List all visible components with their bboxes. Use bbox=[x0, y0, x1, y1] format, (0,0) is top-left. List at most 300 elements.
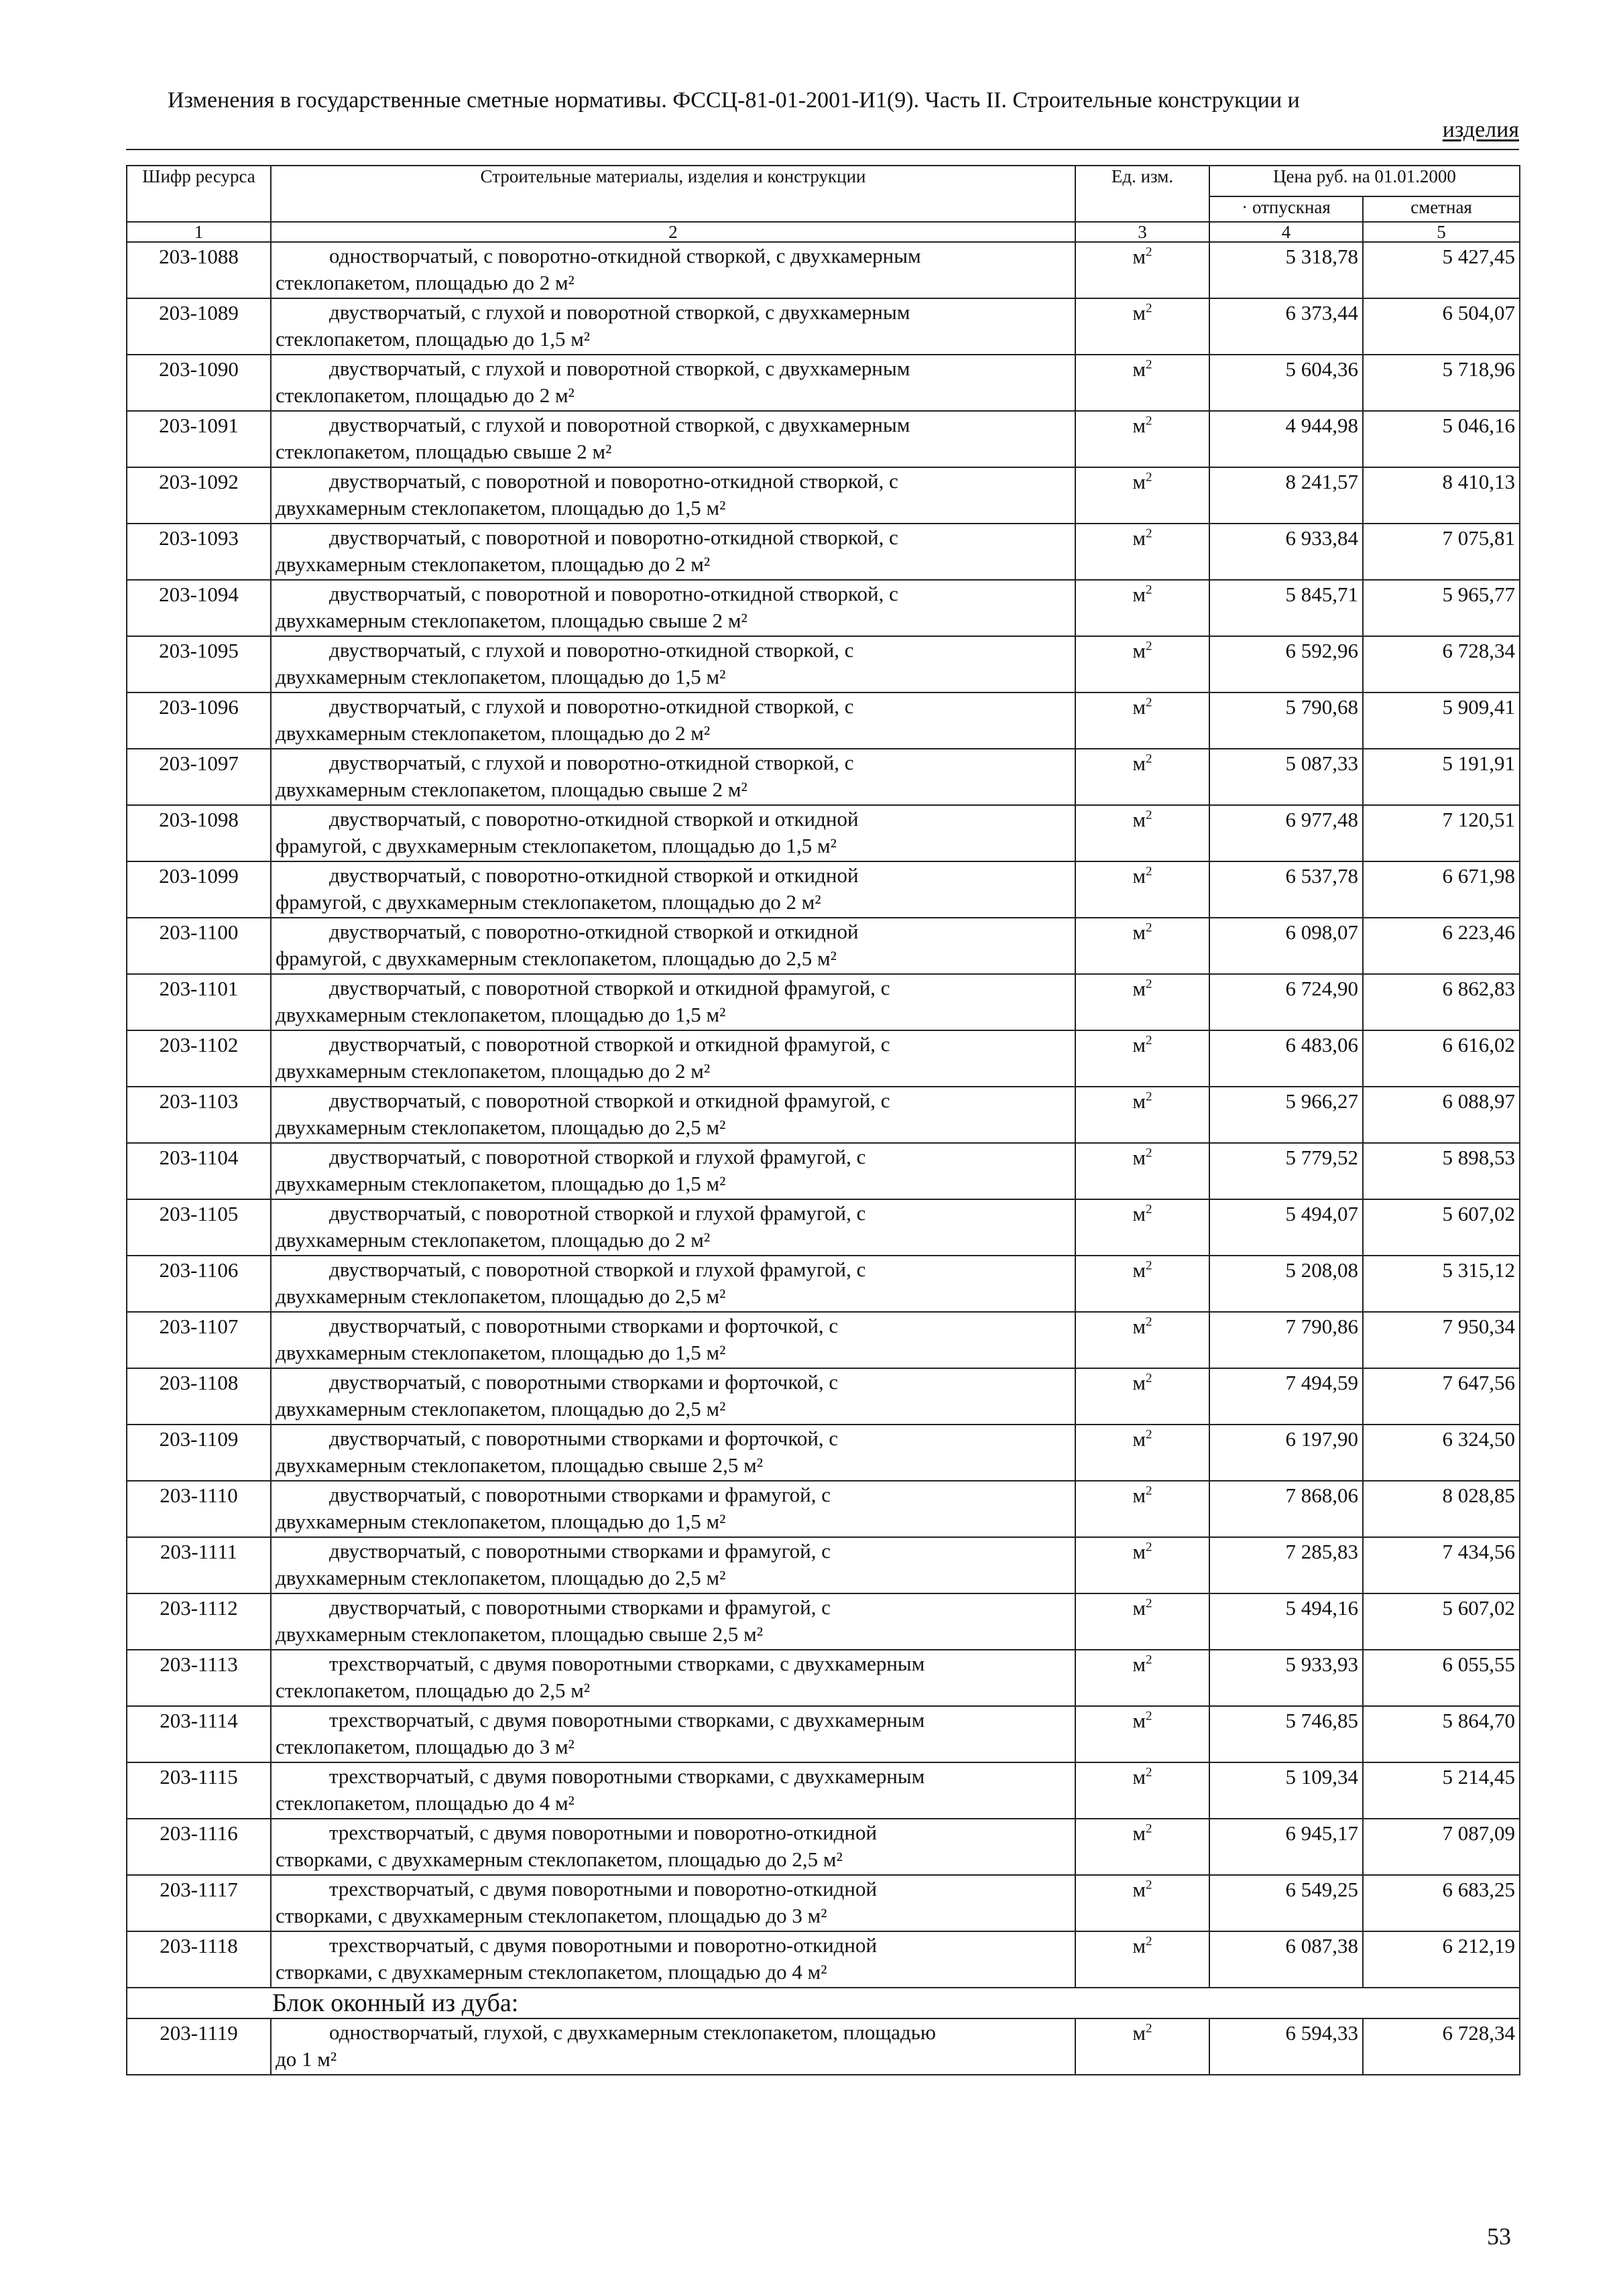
column-number: 4 bbox=[1209, 222, 1363, 242]
section-heading: Блок оконный из дуба: bbox=[127, 1988, 1520, 2018]
unit-exponent: 2 bbox=[1146, 1484, 1152, 1498]
column-header-description: Строительные материалы, изделия и конструкции bbox=[271, 166, 1075, 222]
release-price: 6 483,06 bbox=[1209, 1030, 1363, 1087]
description-line-1: двустворчатый, с поворотными створками и форточкой, с bbox=[329, 1370, 839, 1394]
table-row bbox=[127, 692, 1520, 749]
estimate-price: 6 088,97 bbox=[1363, 1087, 1520, 1143]
description-line-2: двухкамерным стеклопакетом, площадью до 2 м² bbox=[276, 1228, 711, 1252]
resource-code: 203-1106 bbox=[127, 1256, 271, 1312]
price-table bbox=[126, 165, 1520, 2075]
unit bbox=[1075, 918, 1209, 974]
unit-text: м bbox=[1132, 920, 1146, 944]
material-description bbox=[271, 242, 1075, 298]
description-line-2: фрамугой, с двухкамерным стеклопакетом, площадью до 2,5 м² bbox=[276, 947, 837, 970]
description-line-1: одностворчатый, с поворотно-откидной створкой, с двухкамерным bbox=[329, 244, 921, 267]
unit-text: м bbox=[1132, 1821, 1146, 1845]
description-line-1: трехстворчатый, с двумя поворотными створками, с двухкамерным bbox=[329, 1652, 925, 1675]
description-line-1: трехстворчатый, с двумя поворотными и поворотно-откидной bbox=[329, 1877, 878, 1900]
table-row bbox=[127, 749, 1520, 805]
unit bbox=[1075, 1875, 1209, 1931]
unit-exponent: 2 bbox=[1146, 1934, 1152, 1949]
estimate-price: 6 504,07 bbox=[1363, 298, 1520, 355]
description-line-2: двухкамерным стеклопакетом, площадью свыше 2 м² bbox=[276, 609, 747, 632]
description-line-1: двустворчатый, с поворотной створкой и глухой фрамугой, с bbox=[329, 1258, 866, 1281]
release-price: 7 868,06 bbox=[1209, 1481, 1363, 1537]
description-line-1: трехстворчатый, с двумя поворотными и поворотно-откидной bbox=[329, 1821, 878, 1844]
unit-exponent: 2 bbox=[1146, 1652, 1152, 1667]
unit-text: м bbox=[1132, 583, 1146, 606]
resource-code: 203-1095 bbox=[127, 636, 271, 692]
unit-exponent: 2 bbox=[1146, 1878, 1152, 1892]
document-header bbox=[126, 86, 1519, 145]
release-price: 6 549,25 bbox=[1209, 1875, 1363, 1931]
table-row bbox=[127, 1819, 1520, 1875]
release-price: 5 604,36 bbox=[1209, 355, 1363, 411]
section-heading-row bbox=[127, 1988, 1520, 2018]
unit-text: м bbox=[1132, 1258, 1146, 1282]
table-row bbox=[127, 1425, 1520, 1481]
table-row bbox=[127, 1875, 1520, 1931]
table-row bbox=[127, 1087, 1520, 1143]
description-line-2: двухкамерным стеклопакетом, площадью свыше 2,5 м² bbox=[276, 1622, 764, 1646]
material-description bbox=[271, 1425, 1075, 1481]
material-description bbox=[271, 749, 1075, 805]
table-row bbox=[127, 1143, 1520, 1199]
description-line-2: двухкамерным стеклопакетом, площадью до 2 м² bbox=[276, 1059, 711, 1083]
release-price: 6 977,48 bbox=[1209, 805, 1363, 861]
unit-text: м bbox=[1132, 357, 1146, 381]
estimate-price: 5 427,45 bbox=[1363, 242, 1520, 298]
estimate-price: 5 909,41 bbox=[1363, 692, 1520, 749]
unit bbox=[1075, 974, 1209, 1030]
resource-code: 203-1092 bbox=[127, 467, 271, 524]
column-header-release-price: · отпускная bbox=[1209, 196, 1363, 222]
table-row bbox=[127, 1593, 1520, 1650]
unit-exponent: 2 bbox=[1146, 864, 1152, 879]
resource-code: 203-1090 bbox=[127, 355, 271, 411]
column-header-code: Шифр ресурса bbox=[127, 166, 271, 222]
release-price: 5 933,93 bbox=[1209, 1650, 1363, 1706]
unit-text: м bbox=[1132, 1315, 1146, 1338]
oak-section bbox=[127, 1988, 1520, 2075]
material-description bbox=[271, 636, 1075, 692]
resource-code: 203-1111 bbox=[127, 1537, 271, 1593]
unit bbox=[1075, 2018, 1209, 2075]
unit bbox=[1075, 749, 1209, 805]
unit-exponent: 2 bbox=[1146, 1709, 1152, 1724]
resource-code: 203-1089 bbox=[127, 298, 271, 355]
unit-text: м bbox=[1132, 1033, 1146, 1056]
unit-exponent: 2 bbox=[1146, 1596, 1152, 1611]
header-line-1: Изменения в государственные сметные нормативы. ФССЦ-81-01-2001-И1(9). Часть II. Строительные конструкции и bbox=[168, 88, 1300, 113]
estimate-price: 6 616,02 bbox=[1363, 1030, 1520, 1087]
estimate-price: 7 647,56 bbox=[1363, 1368, 1520, 1425]
description-line-2: фрамугой, с двухкамерным стеклопакетом, площадью до 2 м² bbox=[276, 890, 821, 914]
resource-code: 203-1103 bbox=[127, 1087, 271, 1143]
material-description bbox=[271, 1650, 1075, 1706]
unit-exponent: 2 bbox=[1146, 1315, 1152, 1329]
estimate-price: 6 212,19 bbox=[1363, 1931, 1520, 1988]
resource-code: 203-1109 bbox=[127, 1425, 271, 1481]
description-line-1: двустворчатый, с поворотными створками и форточкой, с bbox=[329, 1427, 839, 1450]
description-line-1: двустворчатый, с поворотной створкой и откидной фрамугой, с bbox=[329, 976, 890, 1000]
material-description bbox=[271, 1762, 1075, 1819]
unit-text: м bbox=[1132, 977, 1146, 1000]
unit bbox=[1075, 636, 1209, 692]
unit-text: м bbox=[1132, 1427, 1146, 1451]
unit-text: м bbox=[1132, 1596, 1146, 1620]
description-line-2: до 1 м² bbox=[276, 2047, 337, 2071]
material-description bbox=[271, 918, 1075, 974]
unit-text: м bbox=[1132, 470, 1146, 493]
material-description bbox=[271, 1030, 1075, 1087]
material-description bbox=[271, 1143, 1075, 1199]
release-price: 4 944,98 bbox=[1209, 411, 1363, 467]
release-price: 7 494,59 bbox=[1209, 1368, 1363, 1425]
resource-code: 203-1099 bbox=[127, 861, 271, 918]
estimate-price: 6 683,25 bbox=[1363, 1875, 1520, 1931]
unit bbox=[1075, 1762, 1209, 1819]
release-price: 6 945,17 bbox=[1209, 1819, 1363, 1875]
description-line-1: двустворчатый, с глухой и поворотной створкой, с двухкамерным bbox=[329, 413, 910, 436]
description-line-1: двустворчатый, с глухой и поворотной створкой, с двухкамерным bbox=[329, 357, 910, 380]
estimate-price: 7 087,09 bbox=[1363, 1819, 1520, 1875]
resource-code: 203-1098 bbox=[127, 805, 271, 861]
material-description bbox=[271, 1593, 1075, 1650]
material-description bbox=[271, 2018, 1075, 2075]
unit bbox=[1075, 1199, 1209, 1256]
description-line-1: двустворчатый, с поворотно-откидной створкой и откидной bbox=[329, 807, 859, 831]
estimate-price: 6 055,55 bbox=[1363, 1650, 1520, 1706]
material-description bbox=[271, 298, 1075, 355]
resource-code: 203-1102 bbox=[127, 1030, 271, 1087]
unit-text: м bbox=[1132, 526, 1146, 550]
material-description bbox=[271, 1875, 1075, 1931]
material-description bbox=[271, 1481, 1075, 1537]
page-number: 53 bbox=[1487, 2223, 1511, 2250]
unit-text: м bbox=[1132, 1934, 1146, 1957]
unit-exponent: 2 bbox=[1146, 1821, 1152, 1836]
estimate-price: 5 315,12 bbox=[1363, 1256, 1520, 1312]
resource-code: 203-1114 bbox=[127, 1706, 271, 1762]
resource-code: 203-1097 bbox=[127, 749, 271, 805]
material-description bbox=[271, 1368, 1075, 1425]
table-row bbox=[127, 861, 1520, 918]
column-number: 3 bbox=[1075, 222, 1209, 242]
release-price: 7 790,86 bbox=[1209, 1312, 1363, 1368]
description-line-1: двустворчатый, с поворотной и поворотно-откидной створкой, с bbox=[329, 469, 898, 493]
table-row bbox=[127, 1030, 1520, 1087]
resource-code: 203-1100 bbox=[127, 918, 271, 974]
description-line-1: двустворчатый, с поворотными створками и форточкой, с bbox=[329, 1314, 839, 1337]
release-price: 7 285,83 bbox=[1209, 1537, 1363, 1593]
column-number: 2 bbox=[271, 222, 1075, 242]
resource-code: 203-1096 bbox=[127, 692, 271, 749]
release-price: 6 098,07 bbox=[1209, 918, 1363, 974]
unit bbox=[1075, 355, 1209, 411]
unit-exponent: 2 bbox=[1146, 1540, 1152, 1555]
unit-text: м bbox=[1132, 245, 1146, 268]
unit-exponent: 2 bbox=[1146, 357, 1152, 372]
unit-text: м bbox=[1132, 414, 1146, 437]
unit-exponent: 2 bbox=[1146, 751, 1152, 766]
material-description bbox=[271, 524, 1075, 580]
description-line-2: двухкамерным стеклопакетом, площадью до 1,5 м² bbox=[276, 1510, 726, 1533]
estimate-price: 7 950,34 bbox=[1363, 1312, 1520, 1368]
unit-text: м bbox=[1132, 808, 1146, 831]
material-description bbox=[271, 1087, 1075, 1143]
description-line-2: двухкамерным стеклопакетом, площадью до 2,5 м² bbox=[276, 1115, 726, 1139]
description-line-2: двухкамерным стеклопакетом, площадью до 2,5 м² bbox=[276, 1397, 726, 1421]
material-description bbox=[271, 805, 1075, 861]
column-number: 5 bbox=[1363, 222, 1520, 242]
unit-text: м bbox=[1132, 1652, 1146, 1676]
estimate-price: 5 046,16 bbox=[1363, 411, 1520, 467]
estimate-price: 5 864,70 bbox=[1363, 1706, 1520, 1762]
table-row bbox=[127, 1481, 1520, 1537]
estimate-price: 5 898,53 bbox=[1363, 1143, 1520, 1199]
release-price: 5 845,71 bbox=[1209, 580, 1363, 636]
estimate-price: 5 607,02 bbox=[1363, 1593, 1520, 1650]
resource-code: 203-1115 bbox=[127, 1762, 271, 1819]
estimate-price: 8 410,13 bbox=[1363, 467, 1520, 524]
description-line-1: двустворчатый, с глухой и поворотно-откидной створкой, с bbox=[329, 694, 854, 718]
estimate-price: 6 862,83 bbox=[1363, 974, 1520, 1030]
description-line-1: трехстворчатый, с двумя поворотными створками, с двухкамерным bbox=[329, 1708, 925, 1732]
unit bbox=[1075, 1931, 1209, 1988]
release-price: 6 933,84 bbox=[1209, 524, 1363, 580]
material-description bbox=[271, 411, 1075, 467]
release-price: 6 373,44 bbox=[1209, 298, 1363, 355]
unit-exponent: 2 bbox=[1146, 695, 1152, 710]
header-rule bbox=[126, 149, 1519, 150]
description-line-2: фрамугой, с двухкамерным стеклопакетом, площадью до 1,5 м² bbox=[276, 834, 837, 857]
description-line-2: стеклопакетом, площадью до 3 м² bbox=[276, 1735, 575, 1758]
table-row bbox=[127, 805, 1520, 861]
unit-text: м bbox=[1132, 2021, 1146, 2045]
material-description bbox=[271, 1199, 1075, 1256]
unit bbox=[1075, 1425, 1209, 1481]
resource-code: 203-1118 bbox=[127, 1931, 271, 1988]
unit-text: м bbox=[1132, 1202, 1146, 1225]
unit bbox=[1075, 1819, 1209, 1875]
unit bbox=[1075, 805, 1209, 861]
description-line-1: двустворчатый, с поворотной створкой и глухой фрамугой, с bbox=[329, 1145, 866, 1168]
unit bbox=[1075, 242, 1209, 298]
description-line-2: двухкамерным стеклопакетом, площадью до 1,5 м² bbox=[276, 1341, 726, 1364]
unit bbox=[1075, 1537, 1209, 1593]
unit-exponent: 2 bbox=[1146, 470, 1152, 485]
description-line-1: двустворчатый, с поворотно-откидной створкой и откидной bbox=[329, 863, 859, 887]
unit-text: м bbox=[1132, 301, 1146, 324]
description-line-2: двухкамерным стеклопакетом, площадью до 1,5 м² bbox=[276, 1172, 726, 1195]
release-price: 5 318,78 bbox=[1209, 242, 1363, 298]
unit-exponent: 2 bbox=[1146, 1765, 1152, 1780]
estimate-price: 6 728,34 bbox=[1363, 2018, 1520, 2075]
resource-code: 203-1113 bbox=[127, 1650, 271, 1706]
table-row bbox=[127, 918, 1520, 974]
unit bbox=[1075, 1368, 1209, 1425]
estimate-price: 5 214,45 bbox=[1363, 1762, 1520, 1819]
description-line-1: двустворчатый, с глухой и поворотной створкой, с двухкамерным bbox=[329, 300, 910, 324]
unit bbox=[1075, 524, 1209, 580]
unit-text: м bbox=[1132, 639, 1146, 662]
release-price: 6 087,38 bbox=[1209, 1931, 1363, 1988]
unit-text: м bbox=[1132, 695, 1146, 719]
estimate-price: 6 223,46 bbox=[1363, 918, 1520, 974]
description-line-1: трехстворчатый, с двумя поворотными и поворотно-откидной bbox=[329, 1933, 878, 1957]
resource-code: 203-1104 bbox=[127, 1143, 271, 1199]
unit bbox=[1075, 411, 1209, 467]
column-number: 1 bbox=[127, 222, 271, 242]
description-line-2: двухкамерным стеклопакетом, площадью до 1,5 м² bbox=[276, 1003, 726, 1026]
material-description bbox=[271, 1931, 1075, 1988]
release-price: 5 790,68 bbox=[1209, 692, 1363, 749]
material-description bbox=[271, 974, 1075, 1030]
release-price: 6 537,78 bbox=[1209, 861, 1363, 918]
unit-exponent: 2 bbox=[1146, 301, 1152, 316]
unit-exponent: 2 bbox=[1146, 1033, 1152, 1048]
release-price: 6 592,96 bbox=[1209, 636, 1363, 692]
description-line-1: двустворчатый, с поворотной и поворотно-откидной створкой, с bbox=[329, 582, 898, 605]
material-description bbox=[271, 1819, 1075, 1875]
unit bbox=[1075, 1087, 1209, 1143]
table-row bbox=[127, 298, 1520, 355]
estimate-price: 6 324,50 bbox=[1363, 1425, 1520, 1481]
description-line-1: двустворчатый, с поворотной створкой и откидной фрамугой, с bbox=[329, 1089, 890, 1112]
release-price: 5 087,33 bbox=[1209, 749, 1363, 805]
release-price: 6 594,33 bbox=[1209, 2018, 1363, 2075]
resource-code: 203-1094 bbox=[127, 580, 271, 636]
estimate-price: 7 075,81 bbox=[1363, 524, 1520, 580]
description-line-2: двухкамерным стеклопакетом, площадью до 2 м² bbox=[276, 721, 711, 745]
table-row bbox=[127, 636, 1520, 692]
description-line-2: стеклопакетом, площадью до 4 м² bbox=[276, 1791, 575, 1815]
table-row bbox=[127, 1256, 1520, 1312]
material-description bbox=[271, 1256, 1075, 1312]
release-price: 5 208,08 bbox=[1209, 1256, 1363, 1312]
unit-text: м bbox=[1132, 1765, 1146, 1789]
release-price: 8 241,57 bbox=[1209, 467, 1363, 524]
table-row bbox=[127, 1199, 1520, 1256]
unit-exponent: 2 bbox=[1146, 1089, 1152, 1104]
resource-code: 203-1119 bbox=[127, 2018, 271, 2075]
unit-exponent: 2 bbox=[1146, 977, 1152, 991]
column-header-price: Цена руб. на 01.01.2000 bbox=[1209, 166, 1520, 196]
unit-exponent: 2 bbox=[1146, 639, 1152, 654]
resource-code: 203-1117 bbox=[127, 1875, 271, 1931]
release-price: 5 109,34 bbox=[1209, 1762, 1363, 1819]
description-line-1: двустворчатый, с поворотной створкой и глухой фрамугой, с bbox=[329, 1201, 866, 1225]
description-line-2: двухкамерным стеклопакетом, площадью до 1,5 м² bbox=[276, 665, 726, 688]
unit bbox=[1075, 1706, 1209, 1762]
resource-code: 203-1091 bbox=[127, 411, 271, 467]
description-line-2: стеклопакетом, площадью свыше 2 м² bbox=[276, 440, 612, 463]
description-line-1: одностворчатый, глухой, с двухкамерным стеклопакетом, площадью bbox=[329, 2020, 937, 2044]
table-row bbox=[127, 1368, 1520, 1425]
description-line-1: двустворчатый, с поворотной и поворотно-откидной створкой, с bbox=[329, 526, 898, 549]
column-header-unit: Ед. изм. bbox=[1075, 166, 1209, 222]
estimate-price: 8 028,85 bbox=[1363, 1481, 1520, 1537]
header-line-2: изделия bbox=[1442, 117, 1519, 142]
table-row bbox=[127, 355, 1520, 411]
table-row bbox=[127, 1762, 1520, 1819]
material-description bbox=[271, 467, 1075, 524]
description-line-1: трехстворчатый, с двумя поворотными створками, с двухкамерным bbox=[329, 1764, 925, 1788]
unit-exponent: 2 bbox=[1146, 414, 1152, 428]
estimate-price: 6 728,34 bbox=[1363, 636, 1520, 692]
unit-exponent: 2 bbox=[1146, 2021, 1152, 2036]
price-table-body bbox=[127, 242, 1520, 1988]
unit-text: м bbox=[1132, 1540, 1146, 1563]
release-price: 5 746,85 bbox=[1209, 1706, 1363, 1762]
unit-exponent: 2 bbox=[1146, 583, 1152, 597]
unit-exponent: 2 bbox=[1146, 1258, 1152, 1273]
table-row bbox=[127, 1931, 1520, 1988]
description-line-2: двухкамерным стеклопакетом, площадью свыше 2,5 м² bbox=[276, 1453, 764, 1477]
description-line-2: створками, с двухкамерным стеклопакетом, площадью до 3 м² bbox=[276, 1904, 827, 1927]
release-price: 6 724,90 bbox=[1209, 974, 1363, 1030]
material-description bbox=[271, 1706, 1075, 1762]
unit-exponent: 2 bbox=[1146, 526, 1152, 541]
estimate-price: 6 671,98 bbox=[1363, 861, 1520, 918]
release-price: 5 494,07 bbox=[1209, 1199, 1363, 1256]
resource-code: 203-1108 bbox=[127, 1368, 271, 1425]
material-description bbox=[271, 1537, 1075, 1593]
description-line-2: двухкамерным стеклопакетом, площадью до 2,5 м² bbox=[276, 1566, 726, 1589]
table-row bbox=[127, 974, 1520, 1030]
description-line-1: двустворчатый, с поворотной створкой и откидной фрамугой, с bbox=[329, 1032, 890, 1056]
unit-exponent: 2 bbox=[1146, 1146, 1152, 1160]
unit bbox=[1075, 861, 1209, 918]
table-row bbox=[127, 2018, 1520, 2075]
material-description bbox=[271, 1312, 1075, 1368]
unit bbox=[1075, 1312, 1209, 1368]
release-price: 5 494,16 bbox=[1209, 1593, 1363, 1650]
unit-text: м bbox=[1132, 864, 1146, 888]
unit-text: м bbox=[1132, 1146, 1146, 1169]
description-line-2: двухкамерным стеклопакетом, площадью до 2 м² bbox=[276, 552, 711, 576]
resource-code: 203-1101 bbox=[127, 974, 271, 1030]
description-line-2: двухкамерным стеклопакетом, площадью свыше 2 м² bbox=[276, 778, 747, 801]
description-line-2: двухкамерным стеклопакетом, площадью до 1,5 м² bbox=[276, 496, 726, 520]
unit bbox=[1075, 1481, 1209, 1537]
table-row bbox=[127, 580, 1520, 636]
material-description bbox=[271, 692, 1075, 749]
unit-text: м bbox=[1132, 1878, 1146, 1901]
material-description bbox=[271, 580, 1075, 636]
table-row bbox=[127, 1650, 1520, 1706]
unit-exponent: 2 bbox=[1146, 245, 1152, 259]
table-row bbox=[127, 1312, 1520, 1368]
description-line-2: створками, с двухкамерным стеклопакетом, площадью до 2,5 м² bbox=[276, 1848, 843, 1871]
unit bbox=[1075, 1256, 1209, 1312]
estimate-price: 7 434,56 bbox=[1363, 1537, 1520, 1593]
description-line-2: стеклопакетом, площадью до 2,5 м² bbox=[276, 1679, 591, 1702]
material-description bbox=[271, 355, 1075, 411]
table-row bbox=[127, 524, 1520, 580]
description-line-2: стеклопакетом, площадью до 2 м² bbox=[276, 383, 575, 407]
unit-exponent: 2 bbox=[1146, 1427, 1152, 1442]
estimate-price: 5 718,96 bbox=[1363, 355, 1520, 411]
release-price: 5 779,52 bbox=[1209, 1143, 1363, 1199]
resource-code: 203-1110 bbox=[127, 1481, 271, 1537]
resource-code: 203-1116 bbox=[127, 1819, 271, 1875]
column-header-estimate-price: сметная bbox=[1363, 196, 1520, 222]
description-line-2: створками, с двухкамерным стеклопакетом, площадью до 4 м² bbox=[276, 1960, 827, 1984]
description-line-2: стеклопакетом, площадью до 2 м² bbox=[276, 271, 575, 294]
unit bbox=[1075, 1593, 1209, 1650]
